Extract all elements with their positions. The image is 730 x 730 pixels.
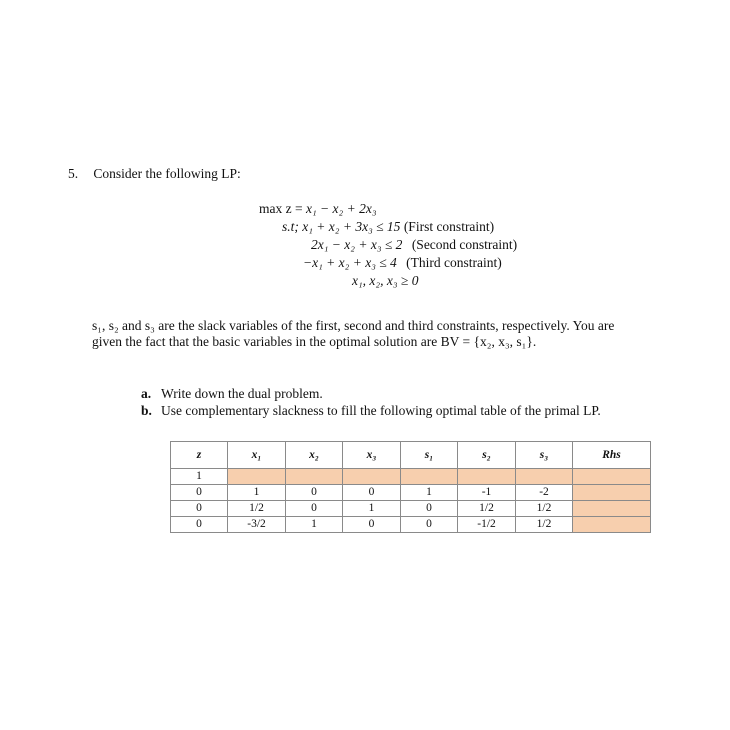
table-cell: 0 [343, 517, 401, 533]
table-cell-blank[interactable] [573, 501, 651, 517]
table-cell-blank[interactable] [573, 469, 651, 485]
table-cell-blank[interactable] [573, 517, 651, 533]
subquestion-a-label: a. [141, 386, 152, 401]
table-header: z [171, 442, 228, 469]
optimal-tableau [170, 441, 651, 533]
paragraph-line-2: given the fact that the basic variables in the optimal solution are BV = {x₂, x₃, s₁}. [92, 334, 537, 349]
table-header-row [171, 442, 651, 469]
table-cell: 1/2 [516, 517, 573, 533]
table-cell-blank[interactable] [401, 469, 458, 485]
nonnegativity-expression: x₁, x₂, x₃ ≥ 0 [352, 273, 419, 288]
table-cell-blank[interactable] [343, 469, 401, 485]
table-cell: 1/2 [458, 501, 516, 517]
table-cell: 0 [401, 501, 458, 517]
constraint-1-expression: x₁ + x₂ + 3x₃ ≤ 15 [302, 219, 401, 234]
table-cell: 0 [171, 517, 228, 533]
subquestion-a [141, 385, 601, 402]
table-cell: 0 [343, 485, 401, 501]
table-header: s₂ [458, 442, 516, 469]
table-cell-blank[interactable] [516, 469, 573, 485]
table-cell: 1/2 [516, 501, 573, 517]
table-cell-blank[interactable] [228, 469, 286, 485]
table-cell-blank[interactable] [458, 469, 516, 485]
table-cell: 1 [343, 501, 401, 517]
question-heading [68, 166, 241, 182]
table-row [171, 517, 651, 533]
subquestion-b [141, 402, 601, 419]
table-cell: 0 [286, 501, 343, 517]
subquestion-b-label: b. [141, 403, 152, 418]
table-cell-blank[interactable] [573, 485, 651, 501]
table-cell: -3/2 [228, 517, 286, 533]
constraint-3-row [303, 254, 502, 272]
constraint-2-row [311, 236, 517, 254]
table-cell: -2 [516, 485, 573, 501]
table-row [171, 469, 651, 485]
constraint-1-row [282, 218, 494, 236]
question-prompt: Consider the following LP: [93, 166, 241, 181]
table-cell: -1/2 [458, 517, 516, 533]
constraint-2-expression: 2x₁ − x₂ + x₃ ≤ 2 [311, 237, 403, 252]
st-label: s.t; [282, 219, 299, 234]
table-header: x₁ [228, 442, 286, 469]
constraint-2-note: (Second constraint) [411, 237, 518, 252]
table-row [171, 485, 651, 501]
table-cell: 1 [401, 485, 458, 501]
constraint-1-note: (First constraint) [403, 219, 495, 234]
slack-paragraph [92, 318, 662, 350]
table-header-rhs: Rhs [573, 442, 651, 469]
objective-row [259, 200, 377, 218]
subquestions [141, 385, 601, 419]
table-cell: 1/2 [228, 501, 286, 517]
table-row [171, 501, 651, 517]
table-cell: -1 [458, 485, 516, 501]
paragraph-line-1: s₁, s₂ and s₃ are the slack variables of the first, second and third constraints, respectively. You are [92, 318, 615, 333]
table-cell: 1 [171, 469, 228, 485]
objective-label: max z = [259, 201, 303, 216]
table-header: x₃ [343, 442, 401, 469]
table-header: s₃ [516, 442, 573, 469]
table-cell: 0 [286, 485, 343, 501]
table-cell: 0 [171, 501, 228, 517]
constraint-3-note: (Third constraint) [406, 255, 502, 270]
table-header: s₁ [401, 442, 458, 469]
table-cell: 0 [401, 517, 458, 533]
table-cell-blank[interactable] [286, 469, 343, 485]
table-header: x₂ [286, 442, 343, 469]
subquestion-a-text: Write down the dual problem. [161, 386, 323, 401]
table-cell: 1 [286, 517, 343, 533]
constraint-3-expression: −x₁ + x₂ + x₃ ≤ 4 [303, 255, 397, 270]
subquestion-b-text: Use complementary slackness to fill the following optimal table of the primal LP. [161, 403, 601, 418]
table-cell: 1 [228, 485, 286, 501]
nonnegativity-row [352, 272, 418, 290]
objective-expression: x₁ − x₂ + 2x₃ [305, 201, 377, 216]
question-number: 5. [68, 166, 79, 181]
table-cell: 0 [171, 485, 228, 501]
